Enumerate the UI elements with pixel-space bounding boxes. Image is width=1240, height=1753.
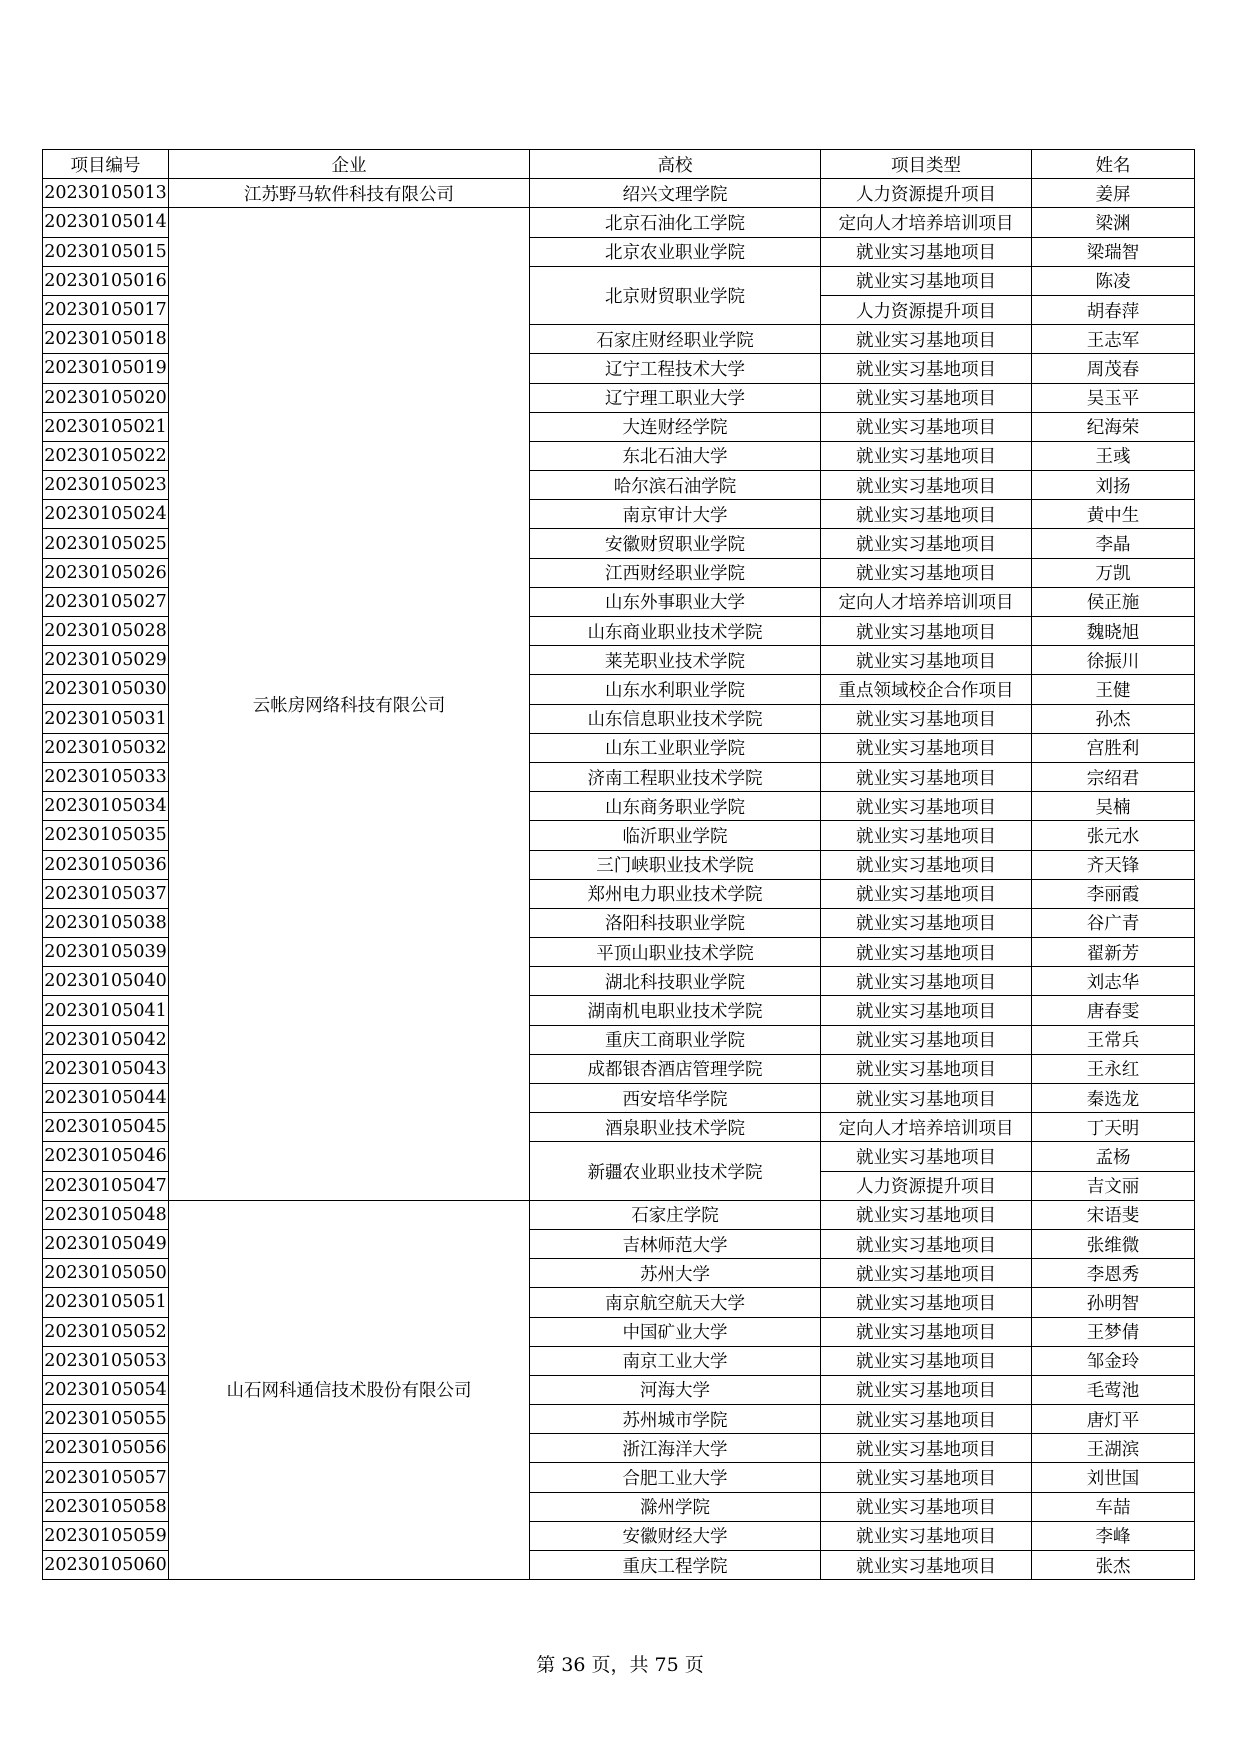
cell-project-id: 20230105054 xyxy=(43,1375,169,1404)
cell-project-id: 20230105028 xyxy=(43,617,169,646)
cell-name: 翟新芳 xyxy=(1032,938,1195,967)
header-project-type: 项目类型 xyxy=(821,150,1032,179)
cell-name: 刘扬 xyxy=(1032,471,1195,500)
cell-project-id: 20230105048 xyxy=(43,1200,169,1229)
cell-project-type: 就业实习基地项目 xyxy=(821,1142,1032,1171)
cell-name: 孙明智 xyxy=(1032,1288,1195,1317)
cell-name: 王志军 xyxy=(1032,325,1195,354)
cell-project-type: 就业实习基地项目 xyxy=(821,704,1032,733)
cell-name: 李峰 xyxy=(1032,1521,1195,1550)
cell-project-type: 就业实习基地项目 xyxy=(821,879,1032,908)
cell-school: 新疆农业职业技术学院 xyxy=(530,1142,821,1200)
cell-name: 秦选龙 xyxy=(1032,1084,1195,1113)
cell-project-type: 就业实习基地项目 xyxy=(821,1259,1032,1288)
header-name: 姓名 xyxy=(1032,150,1195,179)
cell-project-id: 20230105037 xyxy=(43,879,169,908)
cell-school: 中国矿业大学 xyxy=(530,1317,821,1346)
cell-name: 陈凌 xyxy=(1032,266,1195,295)
cell-project-id: 20230105023 xyxy=(43,471,169,500)
cell-name: 刘志华 xyxy=(1032,967,1195,996)
cell-school: 山东工业职业学院 xyxy=(530,733,821,762)
cell-project-type: 就业实习基地项目 xyxy=(821,938,1032,967)
cell-name: 徐振川 xyxy=(1032,646,1195,675)
cell-name: 毛莺池 xyxy=(1032,1375,1195,1404)
cell-name: 纪海荣 xyxy=(1032,412,1195,441)
table-row xyxy=(43,179,1195,208)
cell-school: 辽宁工程技术大学 xyxy=(530,354,821,383)
cell-school: 重庆工程学院 xyxy=(530,1551,821,1580)
cell-project-id: 20230105042 xyxy=(43,1025,169,1054)
cell-project-type: 就业实习基地项目 xyxy=(821,1346,1032,1375)
cell-project-id: 20230105043 xyxy=(43,1054,169,1083)
cell-project-id: 20230105036 xyxy=(43,850,169,879)
cell-project-id: 20230105018 xyxy=(43,325,169,354)
cell-name: 吴玉平 xyxy=(1032,383,1195,412)
cell-school: 平顶山职业技术学院 xyxy=(530,938,821,967)
cell-name: 侯正施 xyxy=(1032,587,1195,616)
cell-project-type: 就业实习基地项目 xyxy=(821,617,1032,646)
cell-project-type: 就业实习基地项目 xyxy=(821,762,1032,791)
cell-project-type: 就业实习基地项目 xyxy=(821,792,1032,821)
cell-name: 宋语斐 xyxy=(1032,1200,1195,1229)
cell-name: 谷广青 xyxy=(1032,908,1195,937)
cell-project-type: 人力资源提升项目 xyxy=(821,295,1032,324)
cell-project-type: 就业实习基地项目 xyxy=(821,1200,1032,1229)
cell-project-id: 20230105022 xyxy=(43,441,169,470)
cell-project-type: 就业实习基地项目 xyxy=(821,237,1032,266)
cell-name: 吉文丽 xyxy=(1032,1171,1195,1200)
cell-project-id: 20230105015 xyxy=(43,237,169,266)
cell-name: 王彧 xyxy=(1032,441,1195,470)
cell-school: 苏州大学 xyxy=(530,1259,821,1288)
cell-name: 刘世国 xyxy=(1032,1463,1195,1492)
cell-school: 安徽财贸职业学院 xyxy=(530,529,821,558)
cell-project-type: 就业实习基地项目 xyxy=(821,646,1032,675)
cell-project-id: 20230105020 xyxy=(43,383,169,412)
cell-project-type: 定向人才培养培训项目 xyxy=(821,1113,1032,1142)
cell-project-id: 20230105025 xyxy=(43,529,169,558)
cell-project-type: 就业实习基地项目 xyxy=(821,996,1032,1025)
cell-name: 周茂春 xyxy=(1032,354,1195,383)
project-table xyxy=(42,149,1195,1580)
cell-name: 姜屏 xyxy=(1032,179,1195,208)
cell-project-id: 20230105027 xyxy=(43,587,169,616)
cell-name: 孟杨 xyxy=(1032,1142,1195,1171)
cell-project-type: 就业实习基地项目 xyxy=(821,821,1032,850)
cell-school: 山东商务职业学院 xyxy=(530,792,821,821)
cell-project-type: 就业实习基地项目 xyxy=(821,908,1032,937)
table-header-row xyxy=(43,150,1195,179)
cell-project-type: 就业实习基地项目 xyxy=(821,412,1032,441)
cell-project-type: 定向人才培养培训项目 xyxy=(821,587,1032,616)
cell-project-id: 20230105050 xyxy=(43,1259,169,1288)
cell-project-id: 20230105030 xyxy=(43,675,169,704)
header-project-id: 项目编号 xyxy=(43,150,169,179)
cell-school: 山东信息职业技术学院 xyxy=(530,704,821,733)
cell-project-id: 20230105058 xyxy=(43,1492,169,1521)
cell-school: 浙江海洋大学 xyxy=(530,1434,821,1463)
cell-name: 梁瑞智 xyxy=(1032,237,1195,266)
cell-name: 万凯 xyxy=(1032,558,1195,587)
cell-project-type: 就业实习基地项目 xyxy=(821,500,1032,529)
cell-project-id: 20230105035 xyxy=(43,821,169,850)
cell-name: 王健 xyxy=(1032,675,1195,704)
cell-project-type: 人力资源提升项目 xyxy=(821,1171,1032,1200)
cell-project-type: 就业实习基地项目 xyxy=(821,1229,1032,1258)
cell-school: 合肥工业大学 xyxy=(530,1463,821,1492)
cell-project-id: 20230105017 xyxy=(43,295,169,324)
cell-project-id: 20230105016 xyxy=(43,266,169,295)
cell-company: 云帐房网络科技有限公司 xyxy=(169,208,530,1200)
cell-school: 南京审计大学 xyxy=(530,500,821,529)
cell-project-id: 20230105034 xyxy=(43,792,169,821)
cell-project-id: 20230105044 xyxy=(43,1084,169,1113)
cell-school: 临沂职业学院 xyxy=(530,821,821,850)
cell-project-type: 就业实习基地项目 xyxy=(821,354,1032,383)
header-school: 高校 xyxy=(530,150,821,179)
cell-school: 安徽财经大学 xyxy=(530,1521,821,1550)
cell-project-id: 20230105029 xyxy=(43,646,169,675)
cell-school: 酒泉职业技术学院 xyxy=(530,1113,821,1142)
cell-name: 李恩秀 xyxy=(1032,1259,1195,1288)
cell-project-type: 就业实习基地项目 xyxy=(821,1317,1032,1346)
cell-name: 邹金玲 xyxy=(1032,1346,1195,1375)
cell-school: 郑州电力职业技术学院 xyxy=(530,879,821,908)
cell-project-id: 20230105059 xyxy=(43,1521,169,1550)
cell-name: 黄中生 xyxy=(1032,500,1195,529)
cell-company: 江苏野马软件科技有限公司 xyxy=(169,179,530,208)
cell-school: 北京农业职业学院 xyxy=(530,237,821,266)
cell-school: 石家庄财经职业学院 xyxy=(530,325,821,354)
cell-project-id: 20230105014 xyxy=(43,208,169,237)
cell-project-type: 就业实习基地项目 xyxy=(821,1551,1032,1580)
cell-project-type: 就业实习基地项目 xyxy=(821,471,1032,500)
cell-school: 江西财经职业学院 xyxy=(530,558,821,587)
cell-project-type: 就业实习基地项目 xyxy=(821,733,1032,762)
cell-project-id: 20230105055 xyxy=(43,1405,169,1434)
cell-name: 张杰 xyxy=(1032,1551,1195,1580)
cell-project-type: 就业实习基地项目 xyxy=(821,1084,1032,1113)
cell-name: 王梦倩 xyxy=(1032,1317,1195,1346)
page-number: 第 36 页，共 75 页 xyxy=(536,1654,704,1676)
cell-school: 山东水利职业学院 xyxy=(530,675,821,704)
cell-school: 湖北科技职业学院 xyxy=(530,967,821,996)
cell-project-id: 20230105045 xyxy=(43,1113,169,1142)
cell-school: 成都银杏酒店管理学院 xyxy=(530,1054,821,1083)
cell-project-type: 就业实习基地项目 xyxy=(821,383,1032,412)
cell-school: 南京航空航天大学 xyxy=(530,1288,821,1317)
cell-school: 吉林师范大学 xyxy=(530,1229,821,1258)
cell-project-id: 20230105049 xyxy=(43,1229,169,1258)
cell-name: 齐天锋 xyxy=(1032,850,1195,879)
cell-school: 哈尔滨石油学院 xyxy=(530,471,821,500)
cell-project-id: 20230105056 xyxy=(43,1434,169,1463)
cell-school: 重庆工商职业学院 xyxy=(530,1025,821,1054)
cell-name: 王常兵 xyxy=(1032,1025,1195,1054)
cell-project-type: 就业实习基地项目 xyxy=(821,266,1032,295)
cell-name: 宗绍君 xyxy=(1032,762,1195,791)
cell-project-type: 就业实习基地项目 xyxy=(821,558,1032,587)
cell-project-id: 20230105047 xyxy=(43,1171,169,1200)
cell-school: 三门峡职业技术学院 xyxy=(530,850,821,879)
cell-project-type: 就业实习基地项目 xyxy=(821,325,1032,354)
cell-project-type: 就业实习基地项目 xyxy=(821,529,1032,558)
cell-project-id: 20230105033 xyxy=(43,762,169,791)
cell-name: 魏晓旭 xyxy=(1032,617,1195,646)
cell-project-id: 20230105021 xyxy=(43,412,169,441)
cell-name: 孙杰 xyxy=(1032,704,1195,733)
cell-name: 车喆 xyxy=(1032,1492,1195,1521)
table-row xyxy=(43,208,1195,237)
header-company: 企业 xyxy=(169,150,530,179)
cell-project-type: 就业实习基地项目 xyxy=(821,1405,1032,1434)
cell-school: 山东商业职业技术学院 xyxy=(530,617,821,646)
cell-school: 河海大学 xyxy=(530,1375,821,1404)
cell-school: 北京财贸职业学院 xyxy=(530,266,821,324)
cell-school: 山东外事职业大学 xyxy=(530,587,821,616)
cell-project-id: 20230105024 xyxy=(43,500,169,529)
cell-name: 吴楠 xyxy=(1032,792,1195,821)
cell-project-type: 就业实习基地项目 xyxy=(821,1025,1032,1054)
cell-name: 梁渊 xyxy=(1032,208,1195,237)
cell-project-id: 20230105051 xyxy=(43,1288,169,1317)
cell-name: 王湖滨 xyxy=(1032,1434,1195,1463)
cell-project-type: 就业实习基地项目 xyxy=(821,850,1032,879)
cell-name: 丁天明 xyxy=(1032,1113,1195,1142)
cell-name: 李丽霞 xyxy=(1032,879,1195,908)
cell-project-id: 20230105040 xyxy=(43,967,169,996)
cell-project-id: 20230105039 xyxy=(43,938,169,967)
cell-project-id: 20230105013 xyxy=(43,179,169,208)
cell-project-type: 就业实习基地项目 xyxy=(821,441,1032,470)
cell-project-type: 就业实习基地项目 xyxy=(821,1054,1032,1083)
cell-project-id: 20230105057 xyxy=(43,1463,169,1492)
cell-project-type: 就业实习基地项目 xyxy=(821,1463,1032,1492)
cell-name: 唐春雯 xyxy=(1032,996,1195,1025)
table-row xyxy=(43,1200,1195,1229)
cell-school: 绍兴文理学院 xyxy=(530,179,821,208)
cell-project-type: 就业实习基地项目 xyxy=(821,1288,1032,1317)
cell-project-id: 20230105041 xyxy=(43,996,169,1025)
cell-project-id: 20230105026 xyxy=(43,558,169,587)
table-body xyxy=(43,179,1195,1580)
cell-school: 东北石油大学 xyxy=(530,441,821,470)
cell-school: 莱芜职业技术学院 xyxy=(530,646,821,675)
cell-project-type: 就业实习基地项目 xyxy=(821,1521,1032,1550)
cell-name: 宫胜利 xyxy=(1032,733,1195,762)
cell-name: 唐灯平 xyxy=(1032,1405,1195,1434)
cell-project-type: 重点领域校企合作项目 xyxy=(821,675,1032,704)
cell-school: 石家庄学院 xyxy=(530,1200,821,1229)
cell-project-id: 20230105046 xyxy=(43,1142,169,1171)
cell-name: 李晶 xyxy=(1032,529,1195,558)
cell-school: 南京工业大学 xyxy=(530,1346,821,1375)
cell-project-id: 20230105038 xyxy=(43,908,169,937)
cell-school: 苏州城市学院 xyxy=(530,1405,821,1434)
cell-name: 胡春萍 xyxy=(1032,295,1195,324)
cell-school: 西安培华学院 xyxy=(530,1084,821,1113)
cell-project-type: 就业实习基地项目 xyxy=(821,1492,1032,1521)
cell-project-id: 20230105032 xyxy=(43,733,169,762)
cell-school: 滁州学院 xyxy=(530,1492,821,1521)
cell-name: 张元水 xyxy=(1032,821,1195,850)
cell-project-id: 20230105052 xyxy=(43,1317,169,1346)
cell-school: 湖南机电职业技术学院 xyxy=(530,996,821,1025)
cell-project-id: 20230105060 xyxy=(43,1551,169,1580)
cell-name: 张维微 xyxy=(1032,1229,1195,1258)
cell-school: 洛阳科技职业学院 xyxy=(530,908,821,937)
cell-project-id: 20230105053 xyxy=(43,1346,169,1375)
cell-project-id: 20230105031 xyxy=(43,704,169,733)
cell-school: 北京石油化工学院 xyxy=(530,208,821,237)
cell-school: 辽宁理工职业大学 xyxy=(530,383,821,412)
cell-school: 大连财经学院 xyxy=(530,412,821,441)
cell-project-type: 就业实习基地项目 xyxy=(821,1375,1032,1404)
cell-project-id: 20230105019 xyxy=(43,354,169,383)
cell-project-type: 定向人才培养培训项目 xyxy=(821,208,1032,237)
cell-project-type: 人力资源提升项目 xyxy=(821,179,1032,208)
cell-company: 山石网科通信技术股份有限公司 xyxy=(169,1200,530,1579)
cell-project-type: 就业实习基地项目 xyxy=(821,1434,1032,1463)
cell-school: 济南工程职业技术学院 xyxy=(530,762,821,791)
cell-project-type: 就业实习基地项目 xyxy=(821,967,1032,996)
cell-name: 王永红 xyxy=(1032,1054,1195,1083)
